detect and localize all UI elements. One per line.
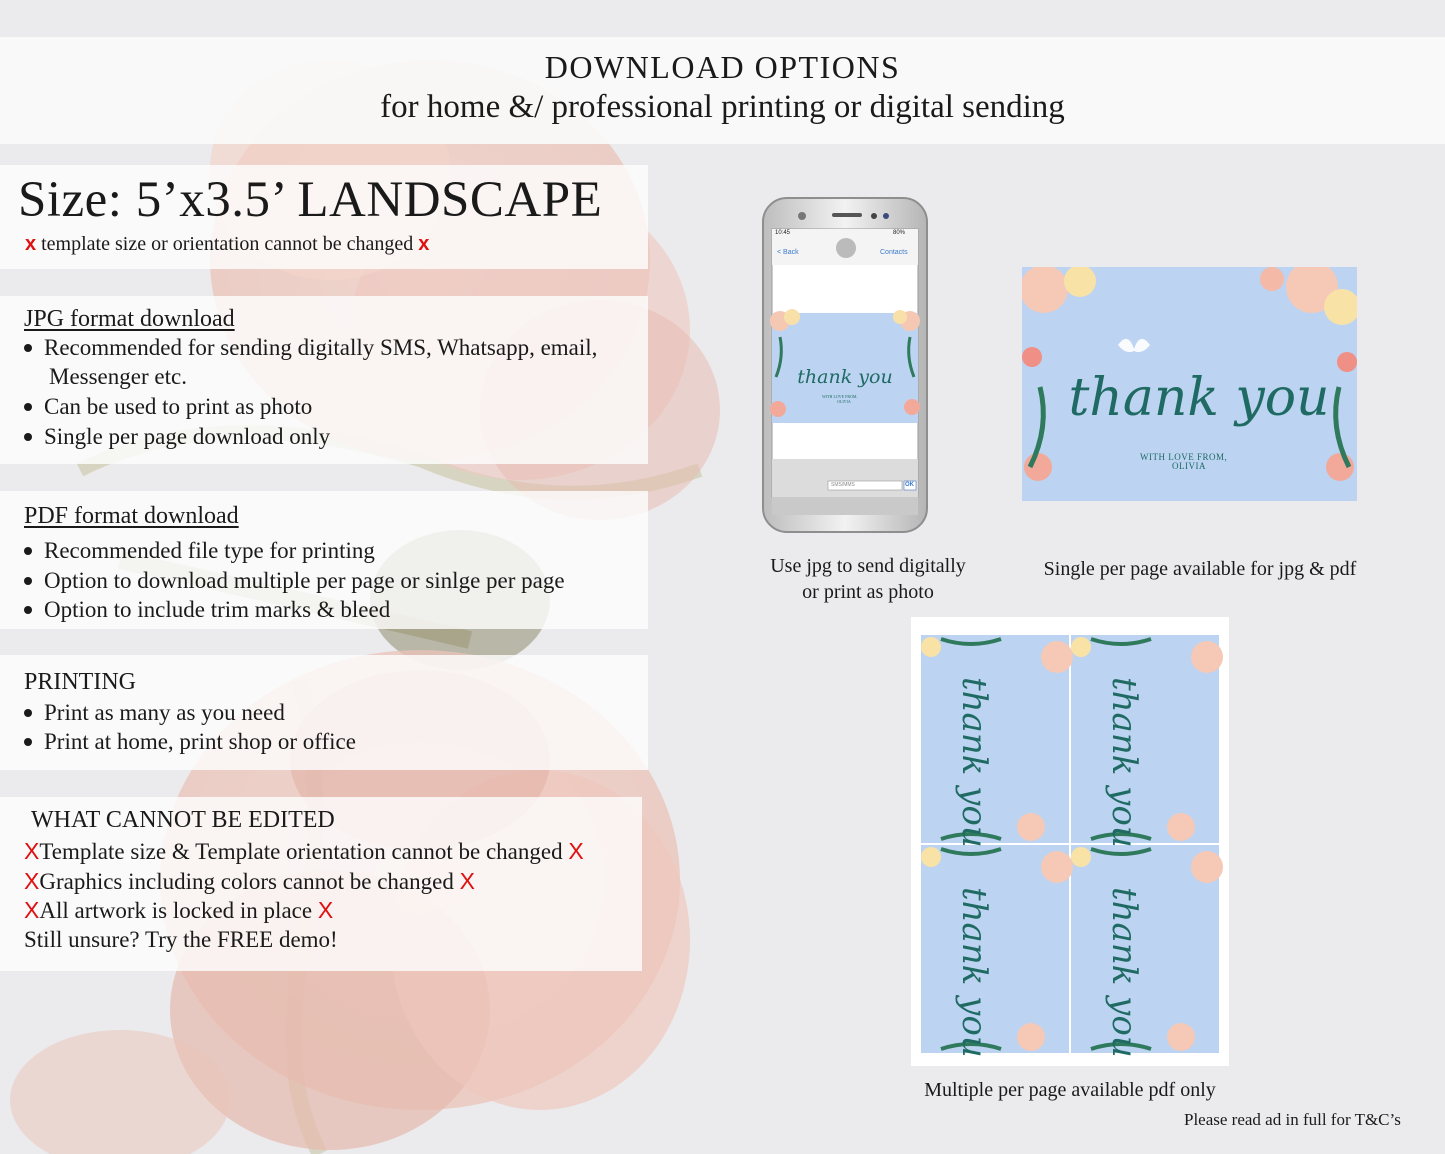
list-item: Option to download multiple per page or sinlge per page (24, 568, 565, 594)
banner-subtitle: for home &/ professional printing or digital sending (380, 89, 1065, 125)
size-note (25, 233, 429, 256)
printing-panel (0, 655, 648, 770)
phone-time: 10:45 (775, 230, 791, 236)
svg-text:thank you: thank you (954, 677, 994, 848)
jpg-panel (0, 296, 648, 464)
ok-button: OK (905, 482, 914, 488)
sheet-caption: Multiple per page available pdf only (924, 1079, 1216, 1101)
printing-heading: PRINTING (24, 669, 136, 695)
phone-caption: Use jpg to send digitally or print as photo (770, 555, 966, 603)
card-caption: Single per page available for jpg & pdf (1043, 558, 1357, 580)
pdf-heading: PDF format download (24, 503, 239, 529)
jpg-heading: JPG format download (24, 306, 235, 332)
back-button: < Back (777, 249, 799, 256)
svg-text:thank you: thank you (1104, 677, 1144, 848)
pdf-panel (0, 491, 648, 629)
red-x-icon: X (568, 838, 584, 864)
list-item: Recommended file type for printing (24, 538, 375, 564)
list-item: XGraphics including colors cannot be changed X (24, 868, 475, 894)
single-card-preview (1022, 267, 1357, 501)
card-line1: WITH LOVE FROM, (1140, 452, 1228, 462)
list-item: Print as many as you need (24, 700, 285, 726)
bullet-icon (24, 577, 32, 585)
red-x-icon: x (25, 233, 37, 255)
list-item: Single per page download only (24, 424, 330, 450)
list-item: XAll artwork is locked in place X (24, 897, 334, 923)
bullet-icon (24, 738, 32, 746)
phone-battery: 80% (893, 230, 906, 236)
sms-input: SMS/MMS (831, 482, 855, 488)
list-item-continued: Messenger etc. (49, 364, 187, 389)
size-title: Size: 5’x3.5’ LANDSCAPE (18, 172, 603, 228)
bullet-icon (24, 547, 32, 555)
size-panel (0, 165, 648, 269)
list-item: Option to include trim marks & bleed (24, 597, 390, 623)
phone-mockup (762, 197, 928, 533)
red-x-icon: X (317, 897, 334, 923)
list-item: Can be used to print as photo (24, 394, 312, 420)
header-banner (0, 37, 1445, 144)
list-item: Recommended for sending digitally SMS, Whatsapp, email, (24, 335, 597, 361)
svg-text:thank you: thank you (1068, 368, 1330, 428)
red-x-icon: x (418, 233, 430, 255)
list-item: XTemplate size & Template orientation cannot be changed X (24, 838, 584, 864)
phone-card-line1: WITH LOVE FROM, (822, 394, 858, 399)
bullet-icon (24, 433, 32, 441)
contacts-button: Contacts (880, 249, 908, 256)
demo-note: Still unsure? Try the FREE demo! (24, 927, 338, 952)
card-line2: OLIVIA (1172, 461, 1206, 471)
multi-per-page-preview (911, 617, 1229, 1066)
svg-text:thank you: thank you (1104, 887, 1144, 1058)
red-x-icon: X (24, 838, 40, 864)
bullet-icon (24, 606, 32, 614)
red-x-icon: X (459, 868, 475, 894)
bullet-icon (24, 709, 32, 717)
sheet-illustration (911, 617, 1229, 1066)
list-item: Print at home, print shop or office (24, 729, 356, 755)
red-x-icon: X (24, 868, 40, 894)
svg-text:thank you: thank you (954, 887, 994, 1058)
bullet-icon (24, 344, 32, 352)
bullet-icon (24, 403, 32, 411)
footnote: Please read ad in full for T&C’s (1184, 1110, 1401, 1129)
red-x-icon: X (24, 897, 40, 923)
banner-title: DOWNLOAD OPTIONS (544, 49, 901, 85)
size-note-text: template size or orientation cannot be changed (41, 233, 414, 255)
cannot-edit-panel (0, 797, 642, 971)
svg-text:thank you: thank you (797, 366, 893, 388)
phone-card-line2: OLIVIA (837, 399, 851, 404)
cannot-edit-heading: WHAT CANNOT BE EDITED (31, 807, 335, 833)
